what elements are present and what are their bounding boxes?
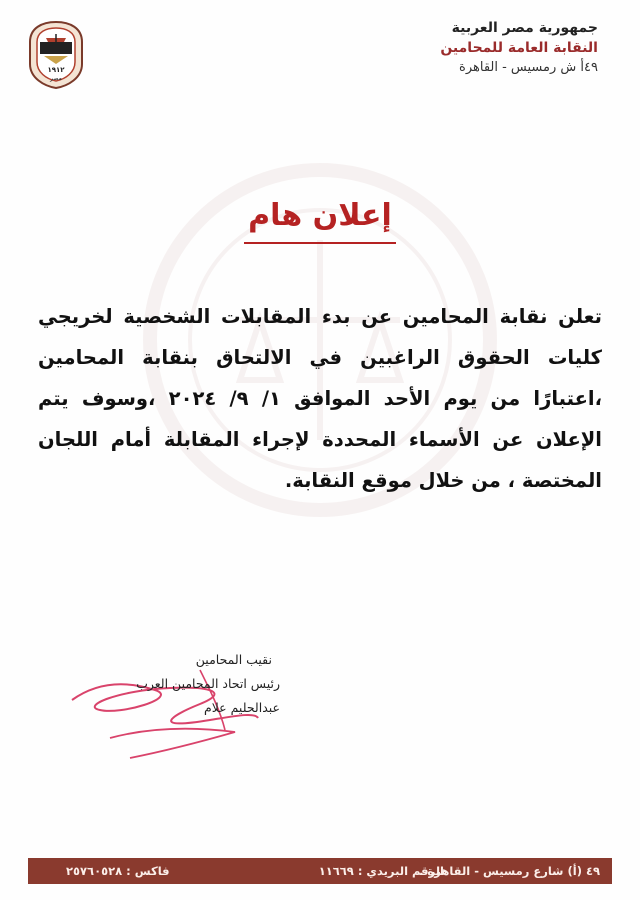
- letterhead-address: ٤٩أ ش رمسيس - القاهرة: [459, 60, 598, 75]
- signatory-title: رئيس اتحاد المحامين العرب: [136, 676, 280, 691]
- signature-block: [136, 648, 280, 720]
- announcement-title-block: [0, 196, 640, 244]
- letterhead-country: جمهورية مصر العربية: [451, 20, 598, 36]
- letterhead: [338, 18, 598, 78]
- letterhead-organization: النقابة العامة للمحامين: [440, 40, 598, 56]
- footer-address: ٤٩ (أ) شارع رمسيس - القاهرة .: [419, 864, 600, 878]
- bar-association-logo-icon: [28, 20, 84, 90]
- footer-postal-code: الرقم البريدي : ١١٦٦٩: [318, 864, 444, 878]
- announcement-body: تعلن نقابة المحامين عن بدء المقابلات الشخصية لخريجي كليات الحقوق الراغبين في الالتحاق بنقابة المحامين ،اعتبارًا من يوم الأحد الموافق ١/ ٩/ ٢٠٢٤ ،وسوف يتم الإعلان عن الأسماء المحددة لإجراء المقابلة أمام اللجان المختصة ، من خلال موقع النقابة.: [38, 305, 602, 492]
- announcement-title: إعلان هام: [244, 196, 396, 244]
- logo-year: ١٩١٢: [47, 66, 65, 74]
- footer-bar: [28, 858, 612, 884]
- signatory-role: نقيب المحامين: [195, 652, 272, 667]
- logo-label: مصر: [50, 75, 62, 82]
- signatory-name: عبدالحليم علام: [203, 700, 280, 715]
- footer-fax: فاكس : ٢٥٧٦٠٥٢٨: [66, 864, 170, 878]
